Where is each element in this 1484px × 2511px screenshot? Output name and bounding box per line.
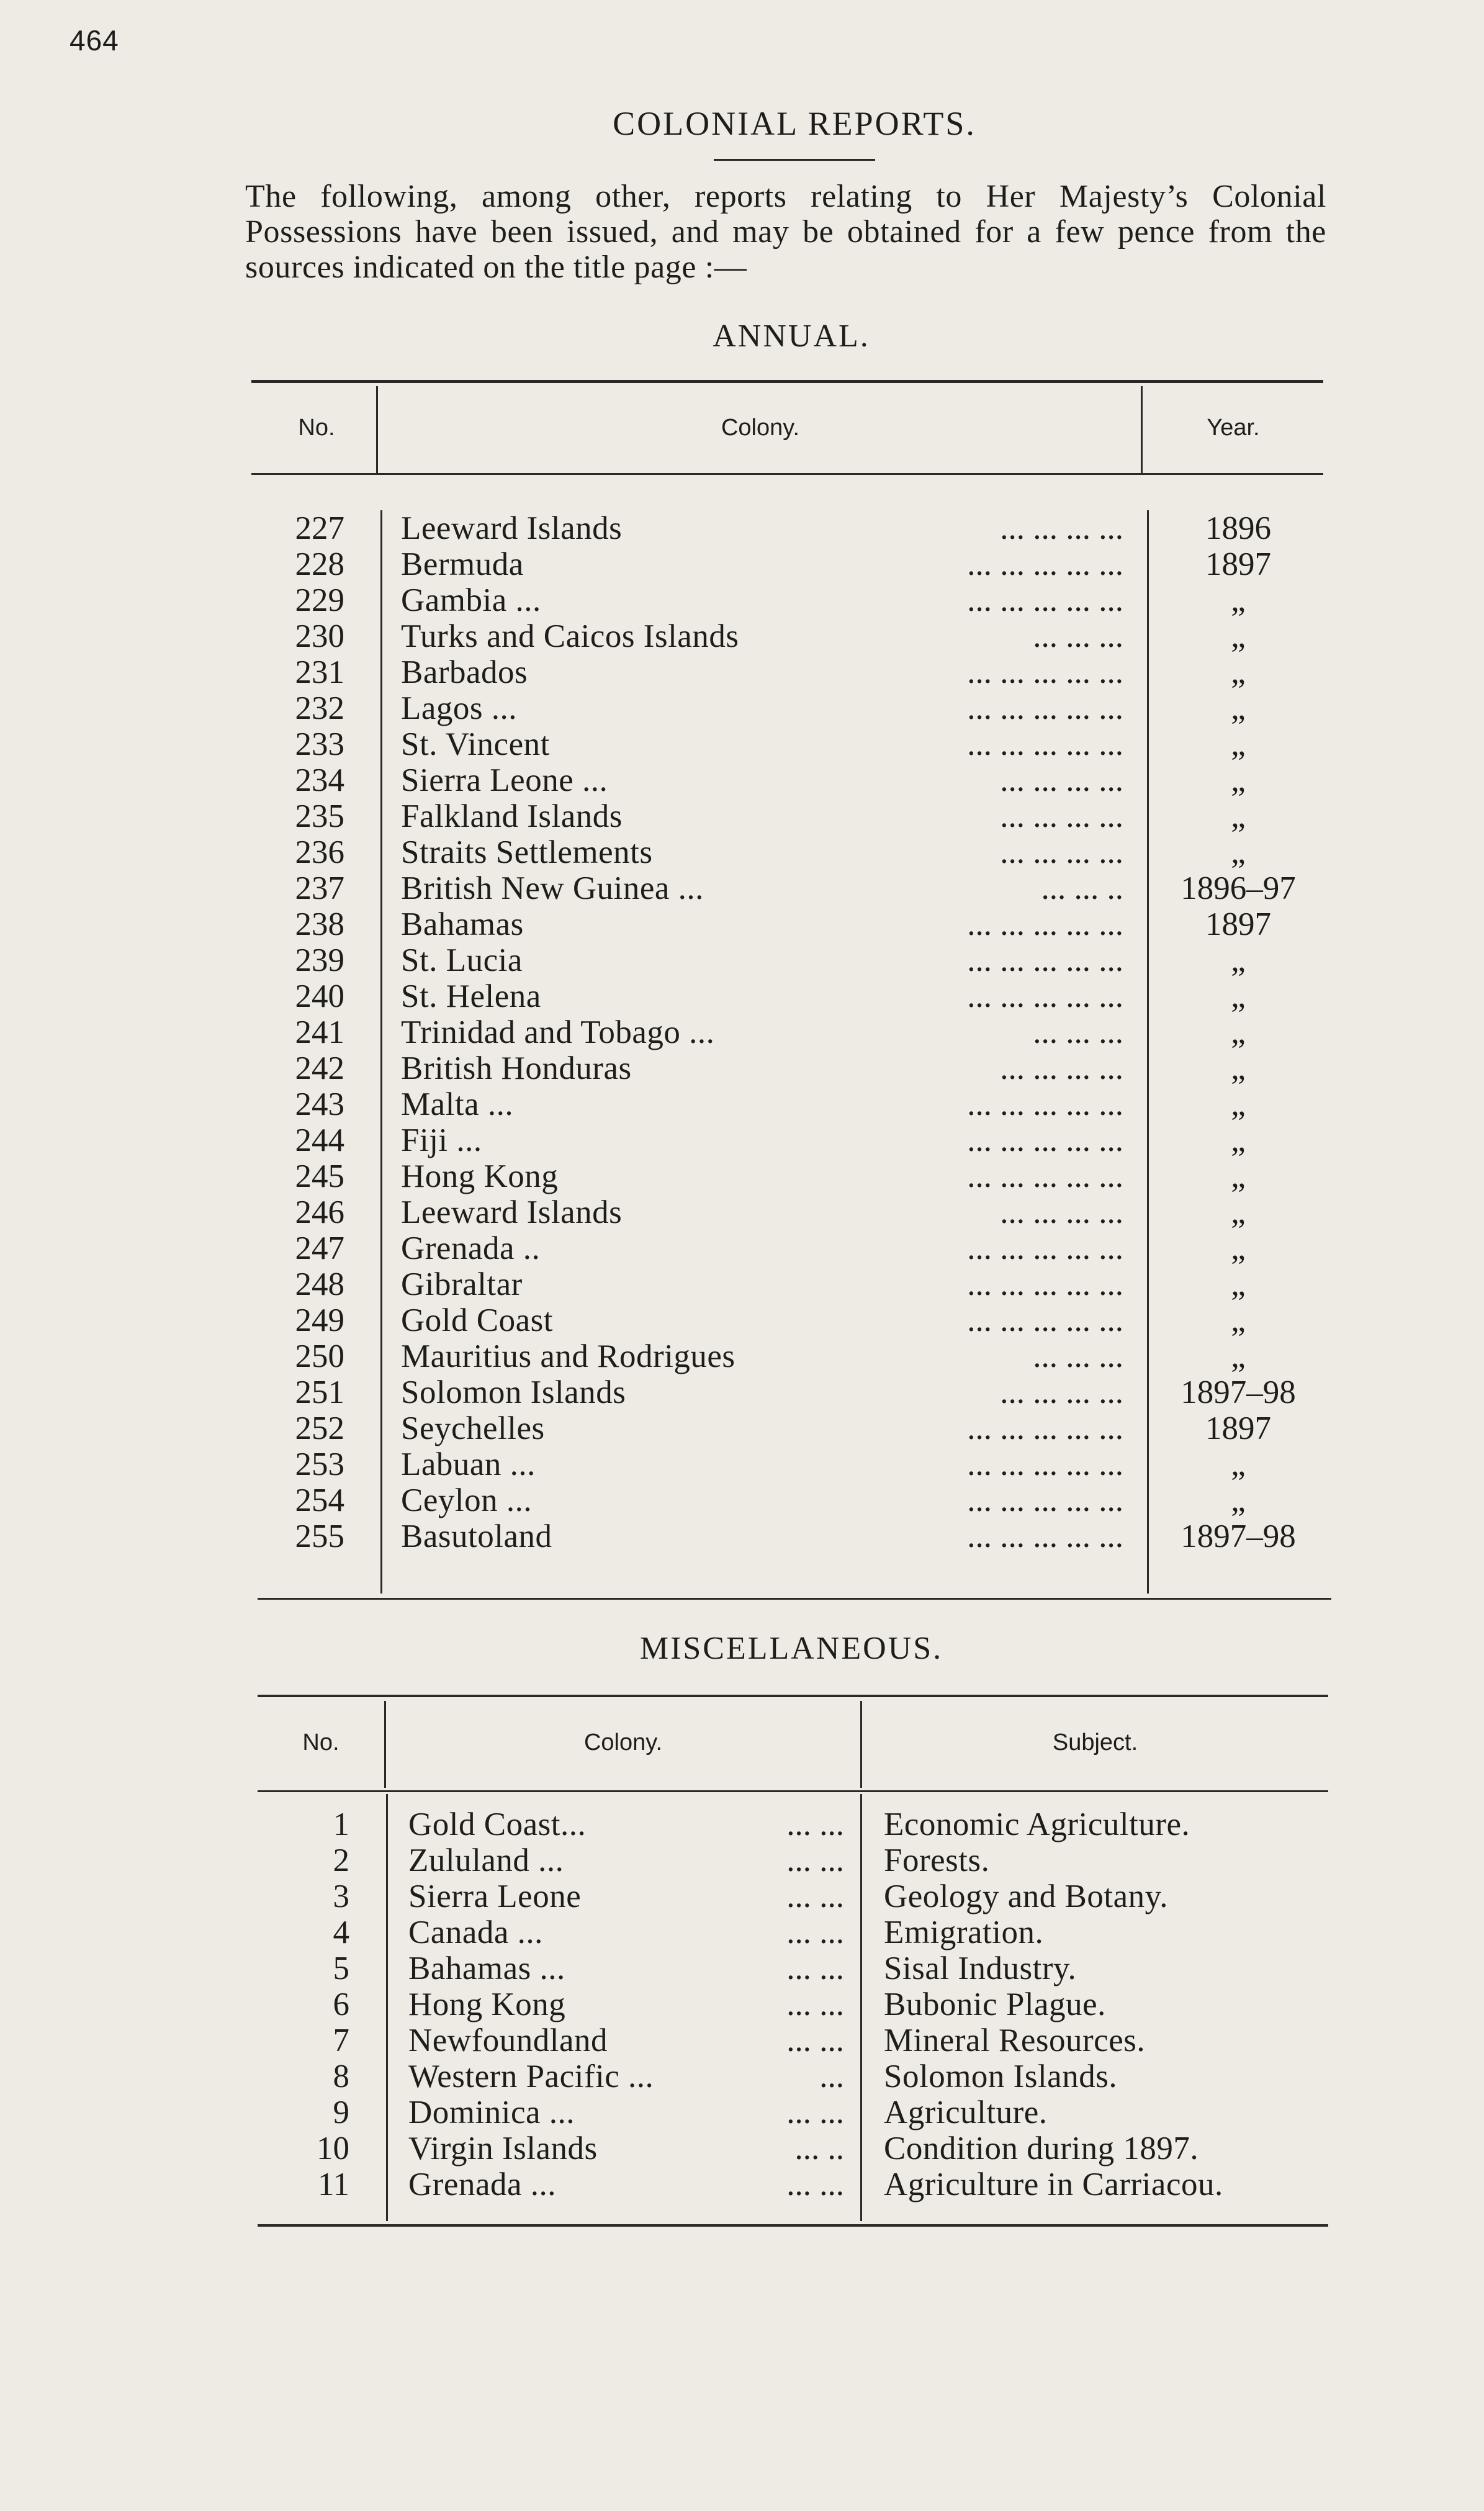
row-number: 229 (295, 582, 344, 618)
table-row (0, 1338, 1484, 1374)
row-leader-dots: ... ... (786, 1878, 844, 1914)
row-year: „ (1231, 1338, 1246, 1374)
row-leader-dots: ... ... ... ... ... (967, 1266, 1123, 1302)
row-number: 11 (317, 2166, 349, 2202)
table-row (0, 1806, 1484, 1842)
row-colony: Sierra Leone (408, 1878, 582, 1914)
table-row (0, 1446, 1484, 1482)
annual-bottom-rule (258, 1598, 1331, 1600)
row-leader-dots: ... ... ... ... ... (967, 1302, 1123, 1338)
table-row (0, 1482, 1484, 1518)
misc-bottom-rule (258, 2224, 1328, 2227)
table-row (0, 870, 1484, 906)
row-colony: Mauritius and Rodrigues (401, 1338, 735, 1374)
row-number: 248 (295, 1266, 344, 1302)
row-number: 232 (295, 690, 344, 726)
row-leader-dots: ... ... ... ... (1000, 510, 1123, 546)
row-leader-dots: ... ... ... ... ... (967, 1446, 1123, 1482)
row-year: 1897 (1205, 546, 1271, 582)
row-leader-dots: ... ... (786, 2094, 844, 2130)
misc-heading: MISCELLANEOUS. (639, 1631, 943, 1666)
table-row (0, 762, 1484, 798)
row-colony: Leeward Islands (401, 1194, 623, 1230)
row-year: „ (1231, 1122, 1246, 1158)
row-year: „ (1231, 1050, 1246, 1086)
row-colony: Canada ... (408, 1914, 543, 1950)
table-row (0, 2094, 1484, 2130)
row-colony: Turks and Caicos Islands (401, 618, 739, 654)
row-year: „ (1231, 1230, 1246, 1266)
table-row (0, 1302, 1484, 1338)
misc-col-subject-header: Subject. (1052, 1729, 1138, 1756)
table-row (0, 1158, 1484, 1194)
annual-heading: ANNUAL. (713, 318, 870, 354)
table-row (0, 618, 1484, 654)
row-leader-dots: ... ... ... ... (1000, 834, 1123, 870)
table-row (0, 1194, 1484, 1230)
row-number: 255 (295, 1518, 344, 1554)
row-number: 237 (295, 870, 344, 906)
row-colony: St. Helena (401, 978, 541, 1014)
table-row (0, 1086, 1484, 1122)
table-row (0, 690, 1484, 726)
row-year: „ (1231, 618, 1246, 654)
row-year: „ (1231, 1194, 1246, 1230)
row-number: 254 (295, 1482, 344, 1518)
row-number: 9 (333, 2094, 349, 2130)
table-row (0, 1878, 1484, 1914)
misc-col-colony-header: Colony. (583, 1729, 663, 1756)
row-colony: Grenada .. (401, 1230, 541, 1266)
row-leader-dots: ... ... ... ... (1000, 762, 1123, 798)
row-leader-dots: ... ... ... ... (1000, 798, 1123, 834)
row-leader-dots: ... ... (786, 1950, 844, 1986)
row-leader-dots: ... ... ... ... (1000, 1194, 1123, 1230)
row-number: 4 (333, 1914, 349, 1950)
row-leader-dots: ... ... (786, 2022, 844, 2058)
row-leader-dots: ... ... ... ... ... (967, 582, 1123, 618)
row-number: 233 (295, 726, 344, 762)
table-row (0, 906, 1484, 942)
row-leader-dots: ... ... ... ... ... (967, 1518, 1123, 1554)
row-year: 1897–98 (1180, 1374, 1296, 1410)
row-leader-dots: ... ... ... ... ... (967, 1482, 1123, 1518)
row-leader-dots: ... ... ... ... ... (967, 1230, 1123, 1266)
row-subject: Condition during 1897. (884, 2130, 1199, 2166)
row-number: 231 (295, 654, 344, 690)
row-leader-dots: ... ... ... ... ... (967, 1158, 1123, 1194)
row-year: „ (1231, 1446, 1246, 1482)
row-colony: St. Lucia (401, 942, 523, 978)
table-row (0, 1266, 1484, 1302)
row-number: 243 (295, 1086, 344, 1122)
row-subject: Economic Agriculture. (884, 1806, 1190, 1842)
row-year: „ (1231, 654, 1246, 690)
row-number: 250 (295, 1338, 344, 1374)
row-year: „ (1231, 582, 1246, 618)
annual-col-year-header: Year. (1207, 415, 1260, 441)
row-subject: Agriculture. (884, 2094, 1048, 2130)
row-number: 5 (333, 1950, 349, 1986)
row-number: 228 (295, 546, 344, 582)
row-leader-dots: ... ... ... ... ... (967, 1122, 1123, 1158)
row-number: 2 (333, 1842, 349, 1878)
row-colony: Gold Coast... (408, 1806, 587, 1842)
row-leader-dots: ... ... (786, 1914, 844, 1950)
table-row (0, 1122, 1484, 1158)
row-number: 10 (317, 2130, 349, 2166)
row-year: „ (1231, 762, 1246, 798)
table-row (0, 1914, 1484, 1950)
table-row (0, 546, 1484, 582)
row-year: „ (1231, 1302, 1246, 1338)
row-colony: Basutoland (401, 1518, 552, 1554)
intro-paragraph: The following, among other, reports relating to Her Majesty’s Colonial Possessions have been issued, and may be obtained for a few pence from the sources indicated on the title page :— (245, 179, 1326, 285)
row-number: 8 (333, 2058, 349, 2094)
table-row (0, 798, 1484, 834)
row-subject: Bubonic Plague. (884, 1986, 1106, 2022)
row-number: 251 (295, 1374, 344, 1410)
row-year: „ (1231, 1158, 1246, 1194)
table-row (0, 1014, 1484, 1050)
misc-top-rule (258, 1695, 1328, 1697)
table-row (0, 1950, 1484, 1986)
table-row (0, 1986, 1484, 2022)
row-leader-dots: ... ... ... (1033, 1338, 1123, 1374)
row-year: „ (1231, 1014, 1246, 1050)
row-year: 1897 (1205, 1410, 1271, 1446)
row-number: 239 (295, 942, 344, 978)
annual-col-no-header: No. (298, 415, 335, 441)
row-number: 244 (295, 1122, 344, 1158)
row-subject: Mineral Resources. (884, 2022, 1146, 2058)
row-leader-dots: ... ... (786, 1986, 844, 2022)
row-number: 236 (295, 834, 344, 870)
row-leader-dots: ... .. (794, 2130, 844, 2166)
row-number: 245 (295, 1158, 344, 1194)
annual-colony-divider (376, 386, 378, 473)
row-colony: Fiji ... (401, 1122, 482, 1158)
row-year: „ (1231, 834, 1246, 870)
table-row (0, 978, 1484, 1014)
row-colony: Bahamas (401, 906, 524, 942)
row-subject: Geology and Botany. (884, 1878, 1168, 1914)
row-colony: Falkland Islands (401, 798, 623, 834)
row-leader-dots: ... ... ... ... (1000, 1050, 1123, 1086)
row-colony: Hong Kong (408, 1986, 566, 2022)
row-colony: Bahamas ... (408, 1950, 565, 1986)
table-row (0, 1050, 1484, 1086)
running-title: COLONIAL REPORTS. (613, 105, 976, 142)
row-subject: Forests. (884, 1842, 990, 1878)
annual-col-colony-header: Colony. (721, 415, 800, 441)
table-row (0, 2130, 1484, 2166)
row-colony: Dominica ... (408, 2094, 575, 2130)
row-colony: British New Guinea ... (401, 870, 704, 906)
title-rule (714, 159, 875, 161)
row-number: 242 (295, 1050, 344, 1086)
table-row (0, 2022, 1484, 2058)
row-leader-dots: ... ... .. (1041, 870, 1123, 906)
misc-header-rule (258, 1790, 1328, 1792)
row-colony: Ceylon ... (401, 1482, 533, 1518)
annual-year-divider (1141, 386, 1143, 473)
row-year: „ (1231, 1482, 1246, 1518)
row-leader-dots: ... ... ... ... ... (967, 690, 1123, 726)
row-number: 241 (295, 1014, 344, 1050)
page-number: 464 (70, 24, 119, 56)
row-colony: Western Pacific ... (408, 2058, 654, 2094)
table-row (0, 942, 1484, 978)
row-colony: St. Vincent (401, 726, 550, 762)
row-number: 227 (295, 510, 344, 546)
row-leader-dots: ... ... ... ... (1000, 1374, 1123, 1410)
annual-rows (0, 510, 1484, 1554)
row-number: 6 (333, 1986, 349, 2022)
row-year: 1897 (1205, 906, 1271, 942)
row-colony: Labuan ... (401, 1446, 536, 1482)
table-row (0, 582, 1484, 618)
row-colony: Leeward Islands (401, 510, 623, 546)
row-colony: Sierra Leone ... (401, 762, 608, 798)
row-subject: Sisal Industry. (884, 1950, 1077, 1986)
row-subject: Agriculture in Carriacou. (884, 2166, 1223, 2202)
row-colony: Barbados (401, 654, 528, 690)
row-year: „ (1231, 1266, 1246, 1302)
row-colony: Lagos ... (401, 690, 518, 726)
row-colony: Malta ... (401, 1086, 514, 1122)
row-number: 247 (295, 1230, 344, 1266)
row-leader-dots: ... (819, 2058, 844, 2094)
table-row (0, 2058, 1484, 2094)
misc-rows (0, 1806, 1484, 2202)
table-row (0, 1374, 1484, 1410)
row-colony: Hong Kong (401, 1158, 559, 1194)
row-colony: Trinidad and Tobago ... (401, 1014, 715, 1050)
table-row (0, 654, 1484, 690)
row-year: „ (1231, 1086, 1246, 1122)
row-year: „ (1231, 690, 1246, 726)
row-leader-dots: ... ... ... ... ... (967, 1086, 1123, 1122)
row-colony: Bermuda (401, 546, 524, 582)
row-year: 1896–97 (1180, 870, 1296, 906)
row-number: 249 (295, 1302, 344, 1338)
row-leader-dots: ... ... (786, 1806, 844, 1842)
row-leader-dots: ... ... ... ... ... (967, 1410, 1123, 1446)
row-colony: Solomon Islands (401, 1374, 626, 1410)
row-leader-dots: ... ... ... (1033, 1014, 1123, 1050)
row-colony: Zululand ... (408, 1842, 564, 1878)
annual-top-rule (251, 380, 1323, 383)
row-colony: Gibraltar (401, 1266, 523, 1302)
row-leader-dots: ... ... ... ... ... (967, 978, 1123, 1014)
row-number: 238 (295, 906, 344, 942)
row-leader-dots: ... ... ... ... ... (967, 546, 1123, 582)
row-year: 1897–98 (1180, 1518, 1296, 1554)
row-year: 1896 (1205, 510, 1271, 546)
row-colony: Newfoundland (408, 2022, 608, 2058)
row-number: 7 (333, 2022, 349, 2058)
row-number: 3 (333, 1878, 349, 1914)
misc-col-no-header: No. (302, 1729, 340, 1756)
row-subject: Emigration. (884, 1914, 1044, 1950)
row-leader-dots: ... ... ... ... ... (967, 654, 1123, 690)
table-row (0, 1518, 1484, 1554)
row-number: 252 (295, 1410, 344, 1446)
table-row (0, 1410, 1484, 1446)
row-colony: Grenada ... (408, 2166, 556, 2202)
annual-header-rule (251, 473, 1323, 475)
row-subject: Solomon Islands. (884, 2058, 1118, 2094)
row-year: „ (1231, 942, 1246, 978)
row-number: 1 (333, 1806, 349, 1842)
row-year: „ (1231, 726, 1246, 762)
table-row (0, 1842, 1484, 1878)
row-colony: Gambia ... (401, 582, 541, 618)
row-number: 253 (295, 1446, 344, 1482)
row-number: 234 (295, 762, 344, 798)
row-leader-dots: ... ... ... (1033, 618, 1123, 654)
row-year: „ (1231, 978, 1246, 1014)
table-row (0, 726, 1484, 762)
row-year: „ (1231, 798, 1246, 834)
row-leader-dots: ... ... (786, 2166, 844, 2202)
row-leader-dots: ... ... ... ... ... (967, 906, 1123, 942)
table-row (0, 834, 1484, 870)
row-colony: British Honduras (401, 1050, 632, 1086)
row-number: 246 (295, 1194, 344, 1230)
table-row (0, 2166, 1484, 2202)
table-row (0, 510, 1484, 546)
row-leader-dots: ... ... ... ... ... (967, 942, 1123, 978)
row-number: 230 (295, 618, 344, 654)
row-colony: Straits Settlements (401, 834, 653, 870)
row-leader-dots: ... ... ... ... ... (967, 726, 1123, 762)
row-colony: Gold Coast (401, 1302, 553, 1338)
row-leader-dots: ... ... (786, 1842, 844, 1878)
table-row (0, 1230, 1484, 1266)
row-number: 235 (295, 798, 344, 834)
row-colony: Seychelles (401, 1410, 545, 1446)
row-colony: Virgin Islands (408, 2130, 598, 2166)
row-number: 240 (295, 978, 344, 1014)
